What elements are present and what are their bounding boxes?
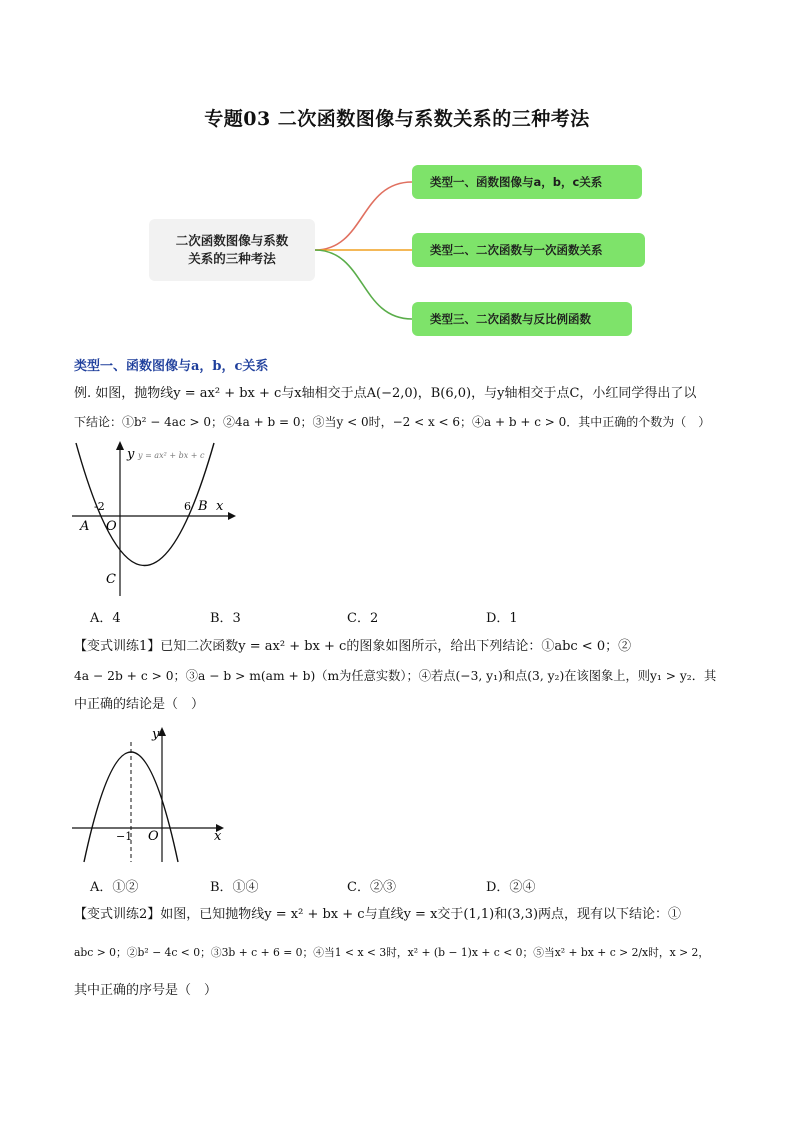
variant1-option-d: D．②④	[486, 880, 536, 895]
point-c-label: C	[106, 572, 116, 587]
example-option-a: A．4	[90, 611, 121, 626]
tick-6: 6	[184, 500, 191, 513]
variant1-option-b: B．①④	[210, 880, 259, 895]
mindmap-root: 二次函数图像与系数关系的三种考法	[149, 219, 315, 281]
variant1-option-a: A．①②	[90, 880, 139, 895]
y-axis-label: y	[127, 447, 135, 462]
section-heading: 类型一、函数图像与a，b，c关系	[74, 359, 269, 374]
variant1-option-c: C．②③	[347, 880, 396, 895]
example-line-2: 下结论：①b² − 4ac > 0；②4a + b = 0；③当y < 0时，−2 < x < 6；④a + b + c > 0．其中正确的个数为（ ）	[74, 415, 711, 429]
variant1-line-1: 【变式训练1】已知二次函数y = ax² + bx + c的图象如图所示，给出下列结论：①abc < 0；②	[74, 639, 632, 654]
example-option-d: D．1	[486, 611, 518, 626]
variant1-line-3: 中正确的结论是（ ）	[74, 697, 205, 712]
variant1-line-2: 4a − 2b + c > 0；③a − b > m(am + b)（m为任意实数）；④若点(−3, y₁)和点(3, y₂)在该图象上，则y₁ > y₂．其	[74, 669, 717, 683]
mindmap-node-type1: 类型一、函数图像与a，b，c关系	[412, 165, 642, 199]
v1-x-axis-label: x	[214, 829, 222, 844]
x-axis-label: x	[216, 499, 224, 514]
example-graph	[66, 438, 236, 598]
v1-y-axis-label: y	[152, 727, 160, 742]
mindmap-node-type3: 类型三、二次函数与反比例函数	[412, 302, 632, 336]
mindmap-connectors	[0, 0, 794, 360]
example-option-c: C．2	[347, 611, 379, 626]
variant2-line-2: abc > 0；②b² − 4c < 0；③3b + c + 6 = 0；④当1 < x < 3时，x² + (b − 1)x + c < 0；⑤当x² + bx + c > 2/x时，x > 2，	[74, 946, 710, 959]
example-line-1: 例. 如图，抛物线y = ax² + bx + c与x轴相交于点A(−2,0)，B(6,0)，与y轴相交于点C，小红同学得出了以	[74, 386, 697, 401]
example-option-b: B．3	[210, 611, 241, 626]
point-a-label: A	[80, 519, 90, 534]
v1-origin-label: O	[148, 829, 159, 844]
tick-minus-2: -2	[94, 500, 105, 513]
variant1-graph	[66, 722, 231, 864]
origin-label: O	[106, 519, 117, 534]
variant2-line-3: 其中正确的序号是（ ）	[74, 983, 218, 998]
point-b-label: B	[198, 499, 208, 514]
variant2-line-1: 【变式训练2】如图，已知抛物线y = x² + bx + c与直线y = x交于(1,1)和(3,3)两点，现有以下结论：①	[74, 907, 682, 922]
mindmap-node-type2: 类型二、二次函数与一次函数关系	[412, 233, 645, 267]
v1-tick-minus-1: −1	[116, 830, 133, 843]
curve-equation: y = ax² + bx + c	[138, 451, 205, 460]
page-title: 专题03 二次函数图像与系数关系的三种考法	[204, 108, 590, 130]
